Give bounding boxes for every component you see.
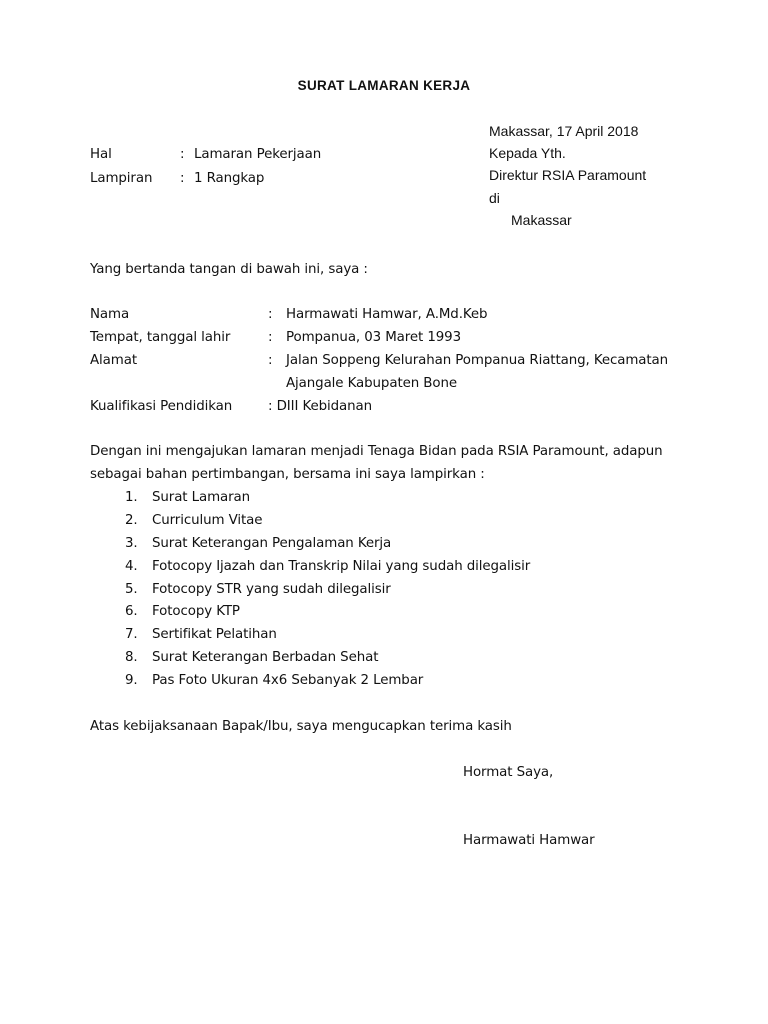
identity-label: Kualifikasi Pendidikan: [90, 399, 233, 414]
list-item: Sertifikat Pelatihan: [152, 627, 277, 642]
identity-value-continued: Ajangale Kabupaten Bone: [286, 376, 457, 391]
recipient-di: di: [489, 190, 500, 206]
list-item: Fotocopy Ijazah dan Transkrip Nilai yang sudah dilegalisir: [152, 559, 531, 574]
list-item-number: 1.: [125, 490, 138, 505]
recipient-greeting: Kepada Yth.: [489, 145, 566, 161]
letter-title: SURAT LAMARAN KERJA: [297, 78, 471, 93]
list-item-number: 8.: [125, 650, 138, 665]
body-text: Dengan ini mengajukan lamaran menjadi Tenaga Bidan pada RSIA Paramount, adapun: [90, 444, 663, 459]
list-item-number: 2.: [125, 513, 138, 528]
list-item-number: 5.: [125, 582, 138, 597]
identity-label: Alamat: [90, 353, 137, 368]
list-item: Fotocopy KTP: [152, 604, 240, 619]
attachment-count-label: Lampiran: [90, 171, 153, 186]
list-item-number: 9.: [125, 673, 138, 688]
salutation: Hormat Saya,: [463, 765, 554, 780]
identity-label: Tempat, tanggal lahir: [90, 330, 231, 345]
list-item-number: 7.: [125, 627, 138, 642]
identity-value: Harmawati Hamwar, A.Md.Keb: [286, 307, 488, 322]
closing-text: Atas kebijaksanaan Bapak/Ibu, saya mengucapkan terima kasih: [90, 719, 512, 734]
identity-label: Nama: [90, 307, 130, 322]
identity-value: Jalan Soppeng Kelurahan Pompanua Riattang, Kecamatan: [286, 353, 669, 368]
identity-sep: :: [268, 353, 273, 368]
list-item: Curriculum Vitae: [152, 513, 263, 528]
list-item-number: 4.: [125, 559, 138, 574]
identity-sep: :: [268, 307, 273, 322]
identity-sep: :: [268, 330, 273, 345]
subject-label: Hal: [90, 147, 112, 162]
list-item-number: 6.: [125, 604, 138, 619]
list-item: Pas Foto Ukuran 4x6 Sebanyak 2 Lembar: [152, 673, 424, 688]
recipient-name: Direktur RSIA Paramount: [489, 167, 647, 183]
list-item: Surat Lamaran: [152, 490, 251, 505]
identity-sep-value: : DIII Kebidanan: [268, 399, 373, 414]
attachment-count-value: 1 Rangkap: [194, 171, 265, 186]
signature-name: Harmawati Hamwar: [463, 833, 595, 848]
intro-text: Yang bertanda tangan di bawah ini, saya :: [90, 262, 368, 277]
recipient-city: Makassar: [511, 212, 572, 228]
place-date: Makassar, 17 April 2018: [489, 123, 639, 139]
list-item: Surat Keterangan Pengalaman Kerja: [152, 536, 392, 551]
list-item-number: 3.: [125, 536, 138, 551]
body-text: sebagai bahan pertimbangan, bersama ini saya lampirkan :: [90, 467, 485, 482]
subject-sep: :: [180, 147, 185, 162]
attachment-count-sep: :: [180, 171, 185, 186]
subject-value: Lamaran Pekerjaan: [194, 147, 322, 162]
list-item: Surat Keterangan Berbadan Sehat: [152, 650, 379, 665]
identity-value: Pompanua, 03 Maret 1993: [286, 330, 462, 345]
list-item: Fotocopy STR yang sudah dilegalisir: [152, 582, 391, 597]
